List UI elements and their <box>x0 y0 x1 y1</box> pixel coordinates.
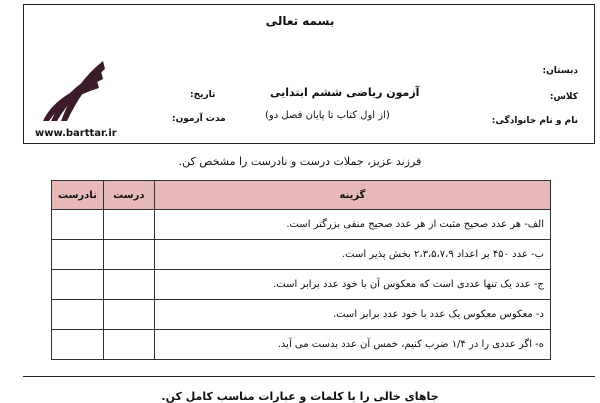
incorrect-checkbox-cell[interactable] <box>52 240 104 270</box>
true-false-table <box>51 180 551 360</box>
statement-cell: ه- اگر عددی را در ۱/۴ ضرب کنیم، خمس آن عدد بدست می آید. <box>154 330 550 360</box>
table-row <box>52 330 551 360</box>
table-row <box>52 300 551 330</box>
statement-cell: الف- هر عدد صحیح مثبت از هر عدد صحیح منفی بزرگتر است. <box>154 210 550 240</box>
duration-label: مدت آزمون: <box>172 114 226 124</box>
incorrect-checkbox-cell[interactable] <box>52 330 104 360</box>
class-label: کلاس: <box>549 92 578 102</box>
statement-cell: د- معکوس معکوس یک عدد با خود عدد برابر است. <box>154 300 550 330</box>
table-row <box>52 210 551 240</box>
header-correct: درست <box>103 181 154 210</box>
header-option: گزینه <box>154 181 550 210</box>
name-label: نام و نام خانوادگی: <box>491 116 578 126</box>
statement-cell: ب- عدد ۴۵۰ بر اعداد ۲،۳،۵،۷،۹ بخش پذیر است. <box>154 240 550 270</box>
exam-title: آزمون ریاضی ششم ابتدایی <box>270 86 420 99</box>
incorrect-checkbox-cell[interactable] <box>52 210 104 240</box>
correct-checkbox-cell[interactable] <box>103 300 154 330</box>
incorrect-checkbox-cell[interactable] <box>52 300 104 330</box>
instruction-text: فرزند عزیز، جملات درست و نادرست را مشخص کن. <box>178 155 422 168</box>
bismillah-heading: بسمه تعالی <box>265 14 335 28</box>
header-incorrect: نادرست <box>52 181 104 210</box>
correct-checkbox-cell[interactable] <box>103 240 154 270</box>
incorrect-checkbox-cell[interactable] <box>52 270 104 300</box>
correct-checkbox-cell[interactable] <box>103 330 154 360</box>
next-section-heading: جاهای خالی را با کلمات و عبارات مناسب کامل کن. <box>161 390 439 403</box>
section-divider <box>23 376 595 377</box>
date-label: تاریخ: <box>190 90 216 100</box>
table-row <box>52 240 551 270</box>
statement-cell: ج- عدد یک تنها عددی است که معکوس آن با خود عدد برابر است. <box>154 270 550 300</box>
website-url: www.barttar.ir <box>35 128 117 139</box>
correct-checkbox-cell[interactable] <box>103 210 154 240</box>
correct-checkbox-cell[interactable] <box>103 270 154 300</box>
exam-scope: (از اول کتاب تا پایان فصل دو) <box>265 110 390 121</box>
school-label: دبستان: <box>542 66 578 76</box>
barttar-logo <box>35 55 110 125</box>
table-row <box>52 270 551 300</box>
table-header-row <box>52 181 551 210</box>
